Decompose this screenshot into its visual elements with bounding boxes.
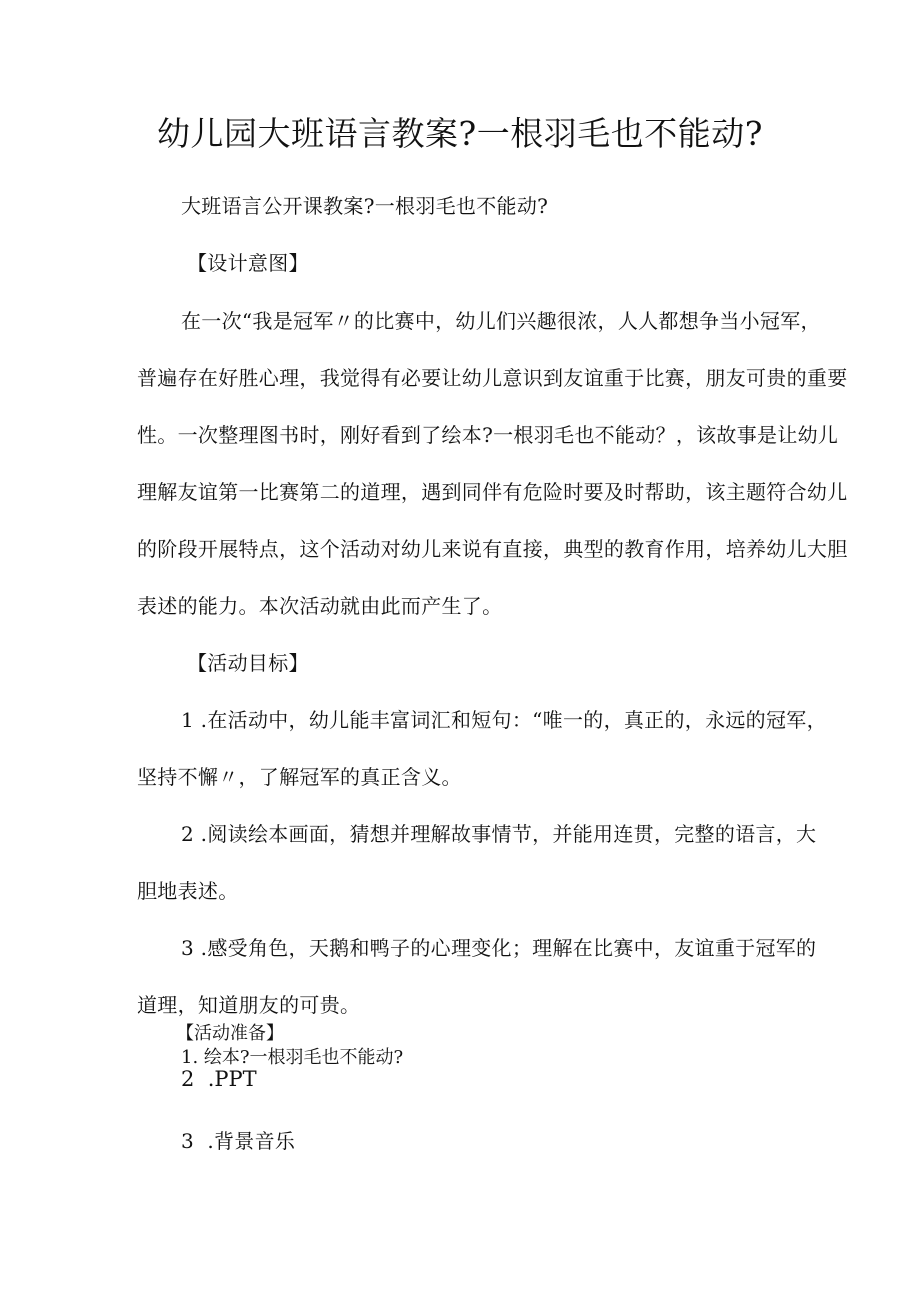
section-heading-design-intent: 【设计意图】: [187, 251, 309, 275]
paragraph-line: 在一次“我是冠军〃的比赛中，幼儿们兴趣很浓，人人都想争当小冠军，: [181, 309, 821, 333]
section-heading-preparation: 【活动准备】: [176, 1023, 284, 1044]
paragraph-line: 表述的能力。本次活动就由此而产生了。: [137, 594, 503, 618]
goal-item-2: 2 .阅读绘本画面，猜想并理解故事情节，并能用连贯，完整的语言，大: [181, 822, 817, 846]
goal-item-2-continued: 胆地表述。: [137, 879, 239, 903]
preparation-item-1: 1. 绘本?一根羽毛也不能动?: [181, 1047, 404, 1068]
preparation-item-3: 3 .背景音乐: [181, 1129, 296, 1153]
goal-item-1: 1 .在活动中，幼儿能丰富词汇和短句：“唯一的，真正的，永远的冠军，: [181, 708, 827, 732]
goal-item-3: 3 .感受角色，天鹅和鸭子的心理变化；理解在比赛中，友谊重于冠军的: [181, 936, 817, 960]
section-heading-goals: 【活动目标】: [187, 651, 309, 675]
goal-item-1-continued: 坚持不懈〃，了解冠军的真正含义。: [137, 765, 462, 789]
page-title: 幼儿园大班语言教案?一根羽毛也不能动?: [157, 114, 763, 153]
paragraph-line: 普遍存在好胜心理，我觉得有必要让幼儿意识到友谊重于比赛，朋友可贵的重要: [137, 366, 848, 390]
paragraph-line: 的阶段开展特点，这个活动对幼儿来说有直接，典型的教育作用，培养幼儿大胆: [137, 537, 848, 561]
preparation-item-2: 2 .PPT: [181, 1067, 257, 1091]
subtitle: 大班语言公开课教案?一根羽毛也不能动?: [181, 194, 549, 218]
paragraph-line: 性。一次整理图书时，刚好看到了绘本?一根羽毛也不能动？，该故事是让幼儿: [137, 423, 839, 447]
paragraph-line: 理解友谊第一比赛第二的道理，遇到同伴有危险时要及时帮助，该主题符合幼儿: [137, 480, 848, 504]
goal-item-3-continued: 道理，知道朋友的可贵。: [137, 993, 361, 1017]
